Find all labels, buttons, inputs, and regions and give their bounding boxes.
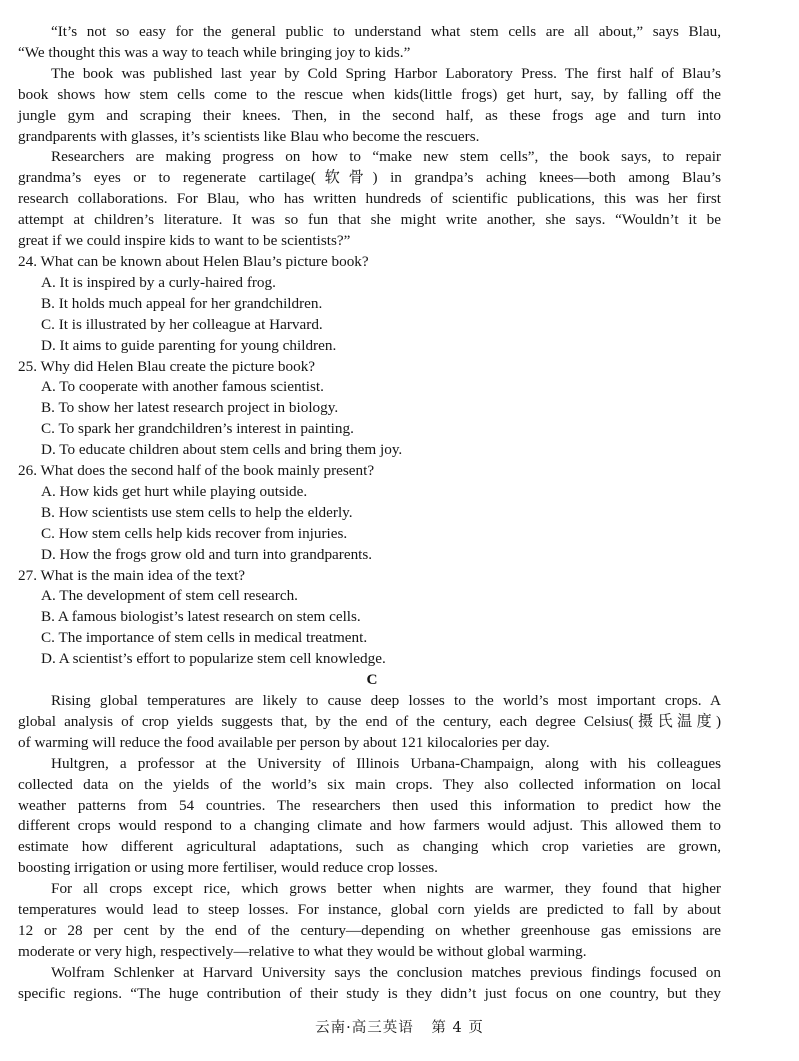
text-line: jungle gym and scraping their knees. Then, in the second half, as these frogs age and turn into [18, 106, 721, 124]
text-line: 12 or 28 per cent by the end of the century—depending on whether greenhouse gas emissions are [18, 921, 721, 939]
text-line: temperatures would lead to steep losses. For instance, global corn yields are predicted to fall by about [18, 901, 721, 919]
question-stem: 27. What is the main idea of the text? [18, 566, 246, 584]
option-b[interactable]: B. A famous biologist’s latest research on stem cells. [41, 608, 361, 626]
text-line: global analysis of crop yields suggests that, by the end of the century, each degree Celsius(摄氏温度) [18, 712, 721, 730]
text-line: weather patterns from 54 countries. The researchers then used this information to predict how the [18, 796, 721, 814]
option-b[interactable]: B. How scientists use stem cells to help the elderly. [41, 503, 353, 521]
question-stem: 26. What does the second half of the book mainly present? [18, 462, 375, 480]
text-line: of warming will reduce the food available per person by about 121 kilocalories per day. [18, 733, 550, 751]
text-line: book shows how stem cells come to the rescue when kids(little frogs) get hurt, say, by falling off the [18, 85, 721, 103]
text-line: great if we could inspire kids to want to be scientists?” [18, 232, 351, 250]
text-line: attempt at children’s literature. It was so fun that she might write another, she says. “Wouldn’t it be [18, 211, 721, 229]
text-line: Wolfram Schlenker at Harvard University says the conclusion matches previous findings focused on [51, 963, 721, 981]
passage-c-paragraph-3 [18, 879, 721, 963]
option-c[interactable]: C. The importance of stem cells in medical treatment. [41, 629, 368, 647]
option-d[interactable]: D. A scientist’s effort to popularize stem cell knowledge. [41, 650, 386, 668]
section-heading: C [366, 671, 378, 689]
text-line: For all crops except rice, which grows better when nights are warmer, they found that higher [51, 880, 721, 898]
question-stem: 24. What can be known about Helen Blau’s picture book? [18, 252, 369, 270]
passage-c-paragraph-2 [18, 754, 721, 879]
passage-b-paragraph-2 [18, 64, 721, 148]
passage-c-paragraph-1 [18, 691, 721, 754]
option-c[interactable]: C. How stem cells help kids recover from injuries. [41, 524, 348, 542]
text-line: Rising global temperatures are likely to cause deep losses to the world’s most important crops. A [51, 692, 721, 709]
option-b[interactable]: B. To show her latest research project in biology. [41, 399, 339, 417]
text-line: estimate how different agricultural adaptations, such as changing which crop varieties are grown, [18, 838, 721, 856]
option-d[interactable]: D. How the frogs grow old and turn into grandparents. [41, 545, 373, 563]
text-line: boosting irrigation or using more fertiliser, would reduce crop losses. [18, 859, 438, 877]
text-line: specific regions. “The huge contribution of their study is they didn’t just focus on one country, but they [18, 984, 721, 1002]
passage-c-paragraph-4 [18, 963, 721, 1005]
option-a[interactable]: A. It is inspired by a curly-haired frog. [41, 273, 276, 291]
footer-exam-title: 云南·高三英语 [315, 1020, 414, 1036]
exam-page [18, 22, 721, 1005]
footer-page-number: 第 4 页 [431, 1020, 484, 1036]
text-line: “We thought this was a way to teach while bringing joy to kids.” [18, 43, 411, 61]
text-line: research collaborations. For Blau, who has written hundreds of scientific publications, this was her first [18, 190, 721, 208]
question-stem: 25. Why did Helen Blau create the picture book? [18, 357, 316, 375]
question-25 [18, 357, 721, 462]
text-line: Hultgren, a professor at the University of Illinois Urbana-Champaign, along with his colleagues [51, 754, 721, 772]
option-a[interactable]: A. To cooperate with another famous scientist. [41, 378, 324, 396]
passage-b-paragraph-3 [18, 147, 721, 252]
text-line: collected data on the yields of the world’s six main crops. They also collected information on local [18, 775, 721, 793]
text-line: The book was published last year by Cold Spring Harbor Laboratory Press. The first half of Blau’s [51, 64, 721, 82]
option-a[interactable]: A. The development of stem cell research. [41, 587, 298, 605]
option-d[interactable]: D. To educate children about stem cells and bring them joy. [41, 441, 403, 459]
option-c[interactable]: C. To spark her grandchildren’s interest in painting. [41, 420, 354, 438]
option-a[interactable]: A. How kids get hurt while playing outside. [41, 482, 308, 500]
text-line: grandma’s eyes or to regenerate cartilage(软骨) in grandpa’s aching knees—both among Blau’s [18, 169, 721, 187]
text-line: moderate or very high, respectively—relative to what they would be without global warming. [18, 942, 587, 960]
option-b[interactable]: B. It holds much appeal for her grandchildren. [41, 294, 323, 312]
question-27 [18, 566, 721, 671]
question-26 [18, 461, 721, 566]
text-line: different crops would respond to a changing climate and how farmers would adjust. This allowed them to [18, 817, 721, 835]
option-d[interactable]: D. It aims to guide parenting for young children. [41, 336, 337, 354]
text-line: grandparents with glasses, it’s scientists like Blau who become the rescuers. [18, 127, 480, 145]
text-line: “It’s not so easy for the general public to understand what stem cells are all about,” says Blau, [51, 23, 721, 40]
question-24 [18, 252, 721, 357]
page-footer [0, 1016, 799, 1037]
option-c[interactable]: C. It is illustrated by her colleague at Harvard. [41, 315, 323, 333]
passage-b-paragraph-1 [18, 22, 721, 64]
text-line: Researchers are making progress on how to “make new stem cells”, the book says, to repair [51, 148, 721, 166]
